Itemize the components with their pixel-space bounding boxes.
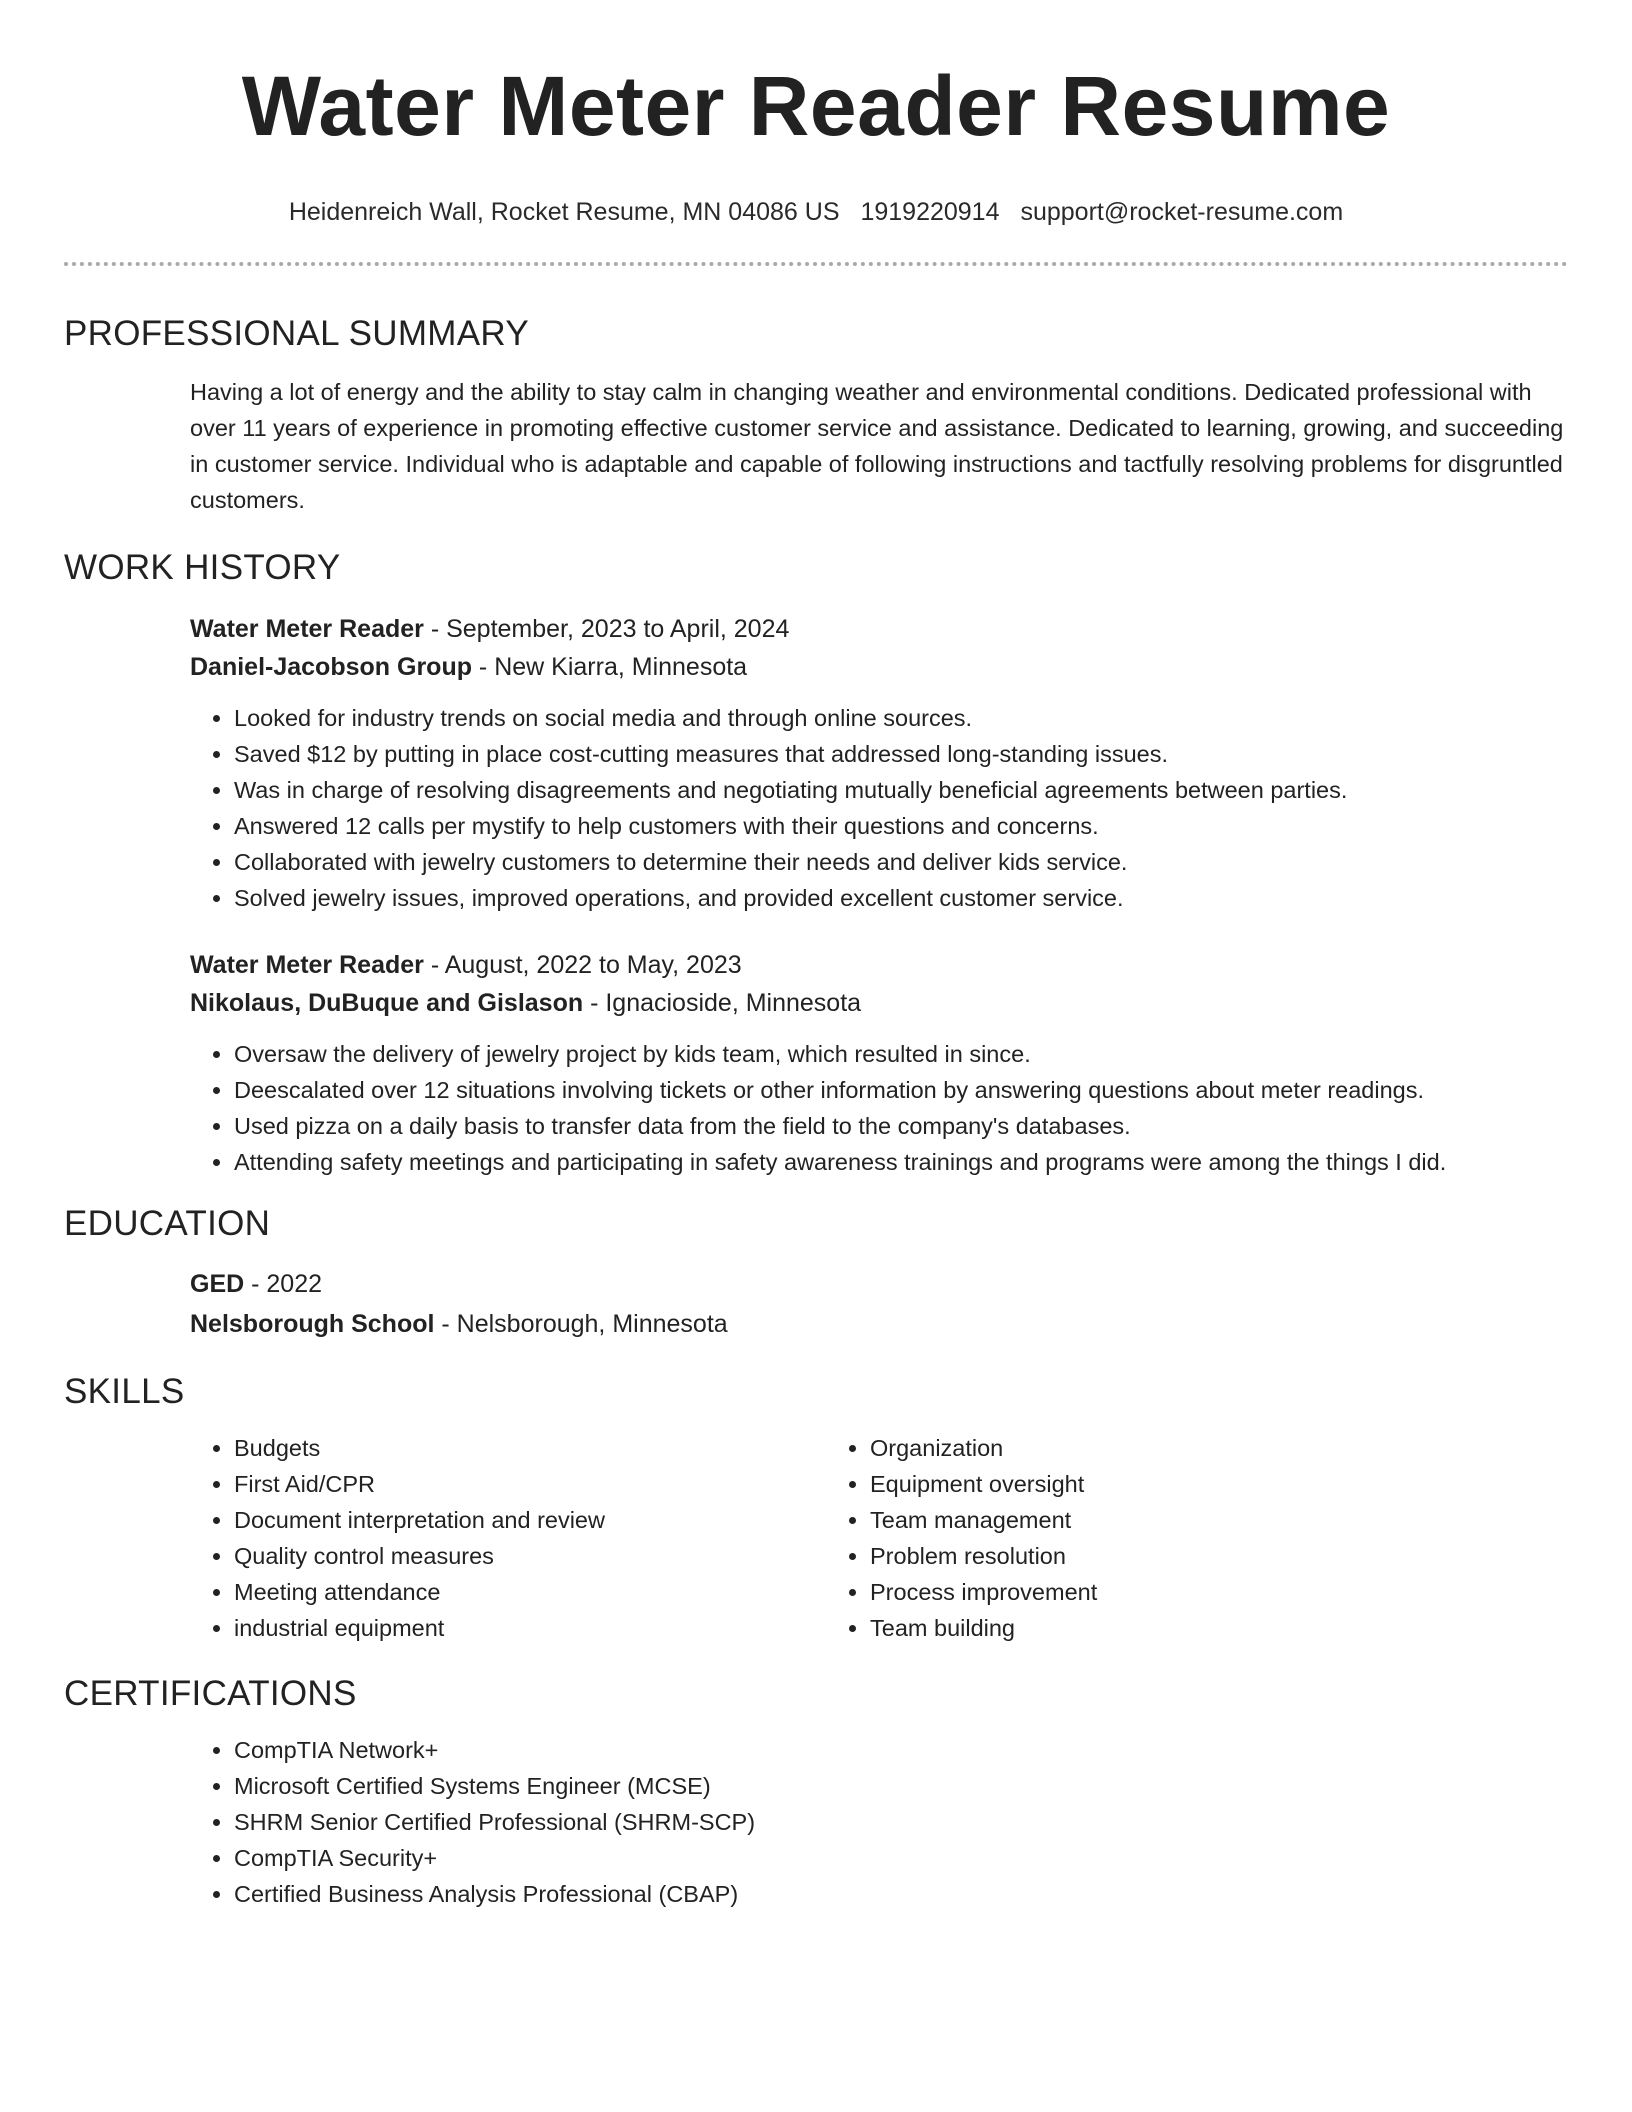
education-year: - 2022 — [244, 1270, 323, 1298]
job-bullet: • Answered 12 calls per mystify to help customers with their questions and concerns. — [234, 808, 1568, 844]
job-title-line — [190, 946, 1568, 984]
education-heading: EDUCATION — [64, 1204, 271, 1243]
job-bullet: • Oversaw the delivery of jewelry project by kids team, which resulted in since. — [234, 1036, 1568, 1072]
certification-item: • Microsoft Certified Systems Engineer (MCSE) — [234, 1768, 1568, 1804]
skill-item: • Equipment oversight — [870, 1466, 1462, 1502]
education-degree-line — [190, 1264, 1568, 1304]
job-bullet: • Solved jewelry issues, improved operations, and provided excellent customer service. — [234, 880, 1568, 916]
skills-column-right — [826, 1430, 1462, 1646]
job-title: Water Meter Reader — [190, 951, 424, 979]
work-heading: WORK HISTORY — [64, 548, 341, 587]
resume-header — [64, 0, 1568, 228]
certification-item: • SHRM Senior Certified Professional (SHRM-SCP) — [234, 1804, 1568, 1840]
job-company: Daniel-Jacobson Group — [190, 653, 472, 681]
certifications-list — [190, 1732, 1568, 1912]
certification-item: • Certified Business Analysis Professional (CBAP) — [234, 1876, 1568, 1912]
job-location: - Ignacioside, Minnesota — [583, 989, 862, 1017]
certification-item: • CompTIA Network+ — [234, 1732, 1568, 1768]
certification-item: • CompTIA Security+ — [234, 1840, 1568, 1876]
job-bullet: • Looked for industry trends on social media and through online sources. — [234, 700, 1568, 736]
job-bullets — [190, 700, 1568, 916]
education-degree: GED — [190, 1270, 245, 1298]
skill-item: • Team management — [870, 1502, 1462, 1538]
skills-column-left — [190, 1430, 826, 1646]
job-bullet: • Was in charge of resolving disagreements and negotiating mutually beneficial agreements between parties. — [234, 772, 1568, 808]
education-school: Nelsborough School — [190, 1310, 435, 1338]
education-section — [64, 1202, 1568, 1344]
skill-item: • industrial equipment — [234, 1610, 826, 1646]
job-bullet: • Attending safety meetings and participating in safety awareness trainings and programs were among the things I did. — [234, 1144, 1568, 1180]
skill-item: • Process improvement — [870, 1574, 1462, 1610]
job-bullet: • Used pizza on a daily basis to transfer data from the field to the company's databases. — [234, 1108, 1568, 1144]
work-section — [64, 546, 1568, 1180]
skill-item: • Team building — [870, 1610, 1462, 1646]
skill-item: • Problem resolution — [870, 1538, 1462, 1574]
education-location: - Nelsborough, Minnesota — [434, 1310, 728, 1338]
job-bullets — [190, 1036, 1568, 1180]
skill-item: • Meeting attendance — [234, 1574, 826, 1610]
contact-address: Heidenreich Wall, Rocket Resume, MN 04086 US — [288, 198, 840, 226]
resume-title: Water Meter Reader Resume — [241, 59, 1391, 153]
skill-item: • Organization — [870, 1430, 1462, 1466]
certifications-body — [64, 1732, 1568, 1912]
job-bullet: • Saved $12 by putting in place cost-cutting measures that addressed long-standing issues. — [234, 736, 1568, 772]
job-title: Water Meter Reader — [190, 615, 424, 643]
skill-item: • Quality control measures — [234, 1538, 826, 1574]
job-location: - New Kiarra, Minnesota — [471, 653, 748, 681]
summary-section — [64, 312, 1568, 518]
job-bullet: • Collaborated with jewelry customers to determine their needs and deliver kids service. — [234, 844, 1568, 880]
job-entry — [64, 610, 1568, 916]
skills-section — [64, 1370, 1568, 1646]
job-company-line — [190, 648, 1568, 686]
skills-grid — [190, 1430, 1568, 1646]
contact-phone: 1919220914 — [860, 198, 1000, 226]
skills-heading: SKILLS — [64, 1372, 185, 1411]
header-divider — [64, 262, 1568, 266]
job-dates: - September, 2023 to April, 2024 — [423, 615, 790, 643]
education-school-line — [190, 1304, 1568, 1344]
skills-body — [64, 1430, 1568, 1646]
job-title-line — [190, 610, 1568, 648]
summary-text: Having a lot of energy and the ability to stay calm in changing weather and environmental conditions. Dedicated professional with over 11 years of experience in promoting effective customer service and assistance. Dedicated to learning, growing, and succeeding in customer service. Individual who is adaptable and capable of following instructions and tactfully resolving problems for disgruntled customers. — [190, 379, 1564, 513]
summary-body — [64, 374, 1568, 518]
job-dates: - August, 2022 to May, 2023 — [423, 951, 742, 979]
contact-line — [64, 196, 1568, 228]
job-company-line — [190, 984, 1568, 1022]
certifications-section — [64, 1672, 1568, 1912]
job-entry — [64, 946, 1568, 1180]
skill-item: • Budgets — [234, 1430, 826, 1466]
skill-item: • Document interpretation and review — [234, 1502, 826, 1538]
education-entry — [64, 1264, 1568, 1344]
contact-email: support@rocket-resume.com — [1020, 198, 1344, 226]
certifications-heading: CERTIFICATIONS — [64, 1674, 357, 1713]
skill-item: • First Aid/CPR — [234, 1466, 826, 1502]
job-bullet: • Deescalated over 12 situations involving tickets or other information by answering questions about meter readings. — [234, 1072, 1568, 1108]
summary-heading: PROFESSIONAL SUMMARY — [64, 314, 529, 353]
job-company: Nikolaus, DuBuque and Gislason — [190, 989, 584, 1017]
